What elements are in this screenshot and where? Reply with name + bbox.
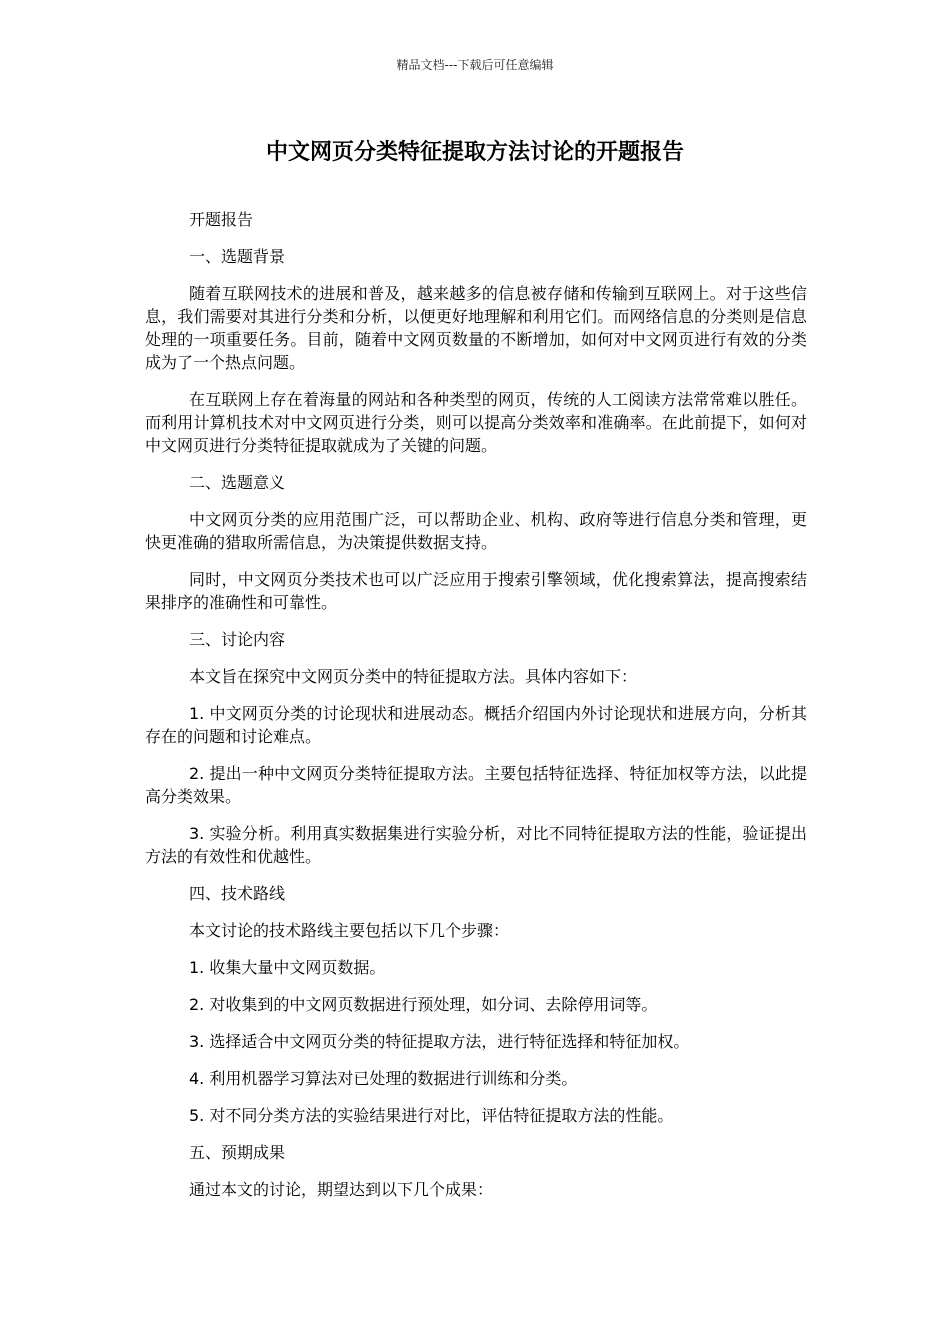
paragraph: 通过本文的讨论，期望达到以下几个成果： xyxy=(189,1180,494,1199)
list-item: 3. 选择适合中文网页分类的特征提取方法，进行特征选择和特征加权。 xyxy=(189,1032,690,1051)
paragraph-report-label: 开题报告 xyxy=(189,210,254,229)
list-item: 1. 中文网页分类的讨论现状和进展动态。概括介绍国内外讨论现状和进展方向，分析其存在的问题和讨论难点。 xyxy=(145,704,807,746)
list-item: 4. 利用机器学习算法对已处理的数据进行训练和分类。 xyxy=(189,1069,578,1088)
list-item: 2. 提出一种中文网页分类特征提取方法。主要包括特征选择、特征加权等方法，以此提高分类效果。 xyxy=(145,764,807,806)
paragraph: 在互联网上存在着海量的网站和各种类型的网页，传统的人工阅读方法常常难以胜任。而利用计算机技术对中文网页进行分类，则可以提高分类效率和准确率。在此前提下，如何对中文网页进行分类特征提取就成为了关键的问题。 xyxy=(145,390,807,455)
list-item: 2. 对收集到的中文网页数据进行预处理，如分词、去除停用词等。 xyxy=(189,995,658,1014)
section-heading-technical-route: 四、技术路线 xyxy=(189,884,286,903)
list-item: 3. 实验分析。利用真实数据集进行实验分析，对比不同特征提取方法的性能，验证提出方法的有效性和优越性。 xyxy=(145,824,807,866)
paragraph: 同时，中文网页分类技术也可以广泛应用于搜索引擎领域，优化搜索算法，提高搜索结果排序的准确性和可靠性。 xyxy=(145,570,807,612)
header-note: 精品文档---下载后可任意编辑 xyxy=(396,58,554,72)
section-heading-significance: 二、选题意义 xyxy=(189,473,286,492)
paragraph: 本文讨论的技术路线主要包括以下几个步骤： xyxy=(189,921,510,940)
list-item: 1. 收集大量中文网页数据。 xyxy=(189,958,386,977)
list-item: 5. 对不同分类方法的实验结果进行对比，评估特征提取方法的性能。 xyxy=(189,1106,674,1125)
section-heading-content: 三、讨论内容 xyxy=(189,630,286,649)
section-heading-background: 一、选题背景 xyxy=(189,247,286,266)
paragraph: 中文网页分类的应用范围广泛，可以帮助企业、机构、政府等进行信息分类和管理，更快更准确的猎取所需信息，为决策提供数据支持。 xyxy=(145,510,807,552)
document-body xyxy=(145,208,807,1215)
paragraph: 本文旨在探究中文网页分类中的特征提取方法。具体内容如下： xyxy=(189,667,638,686)
paragraph: 随着互联网技术的进展和普及，越来越多的信息被存储和传输到互联网上。对于这些信息，我们需要对其进行分类和分析，以便更好地理解和利用它们。而网络信息的分类则是信息处理的一项重要任务。目前，随着中文网页数量的不断增加，如何对中文网页进行有效的分类成为了一个热点问题。 xyxy=(145,284,807,372)
document-title: 中文网页分类特征提取方法讨论的开题报告 xyxy=(265,140,684,165)
section-heading-expected-results: 五、预期成果 xyxy=(189,1143,286,1162)
